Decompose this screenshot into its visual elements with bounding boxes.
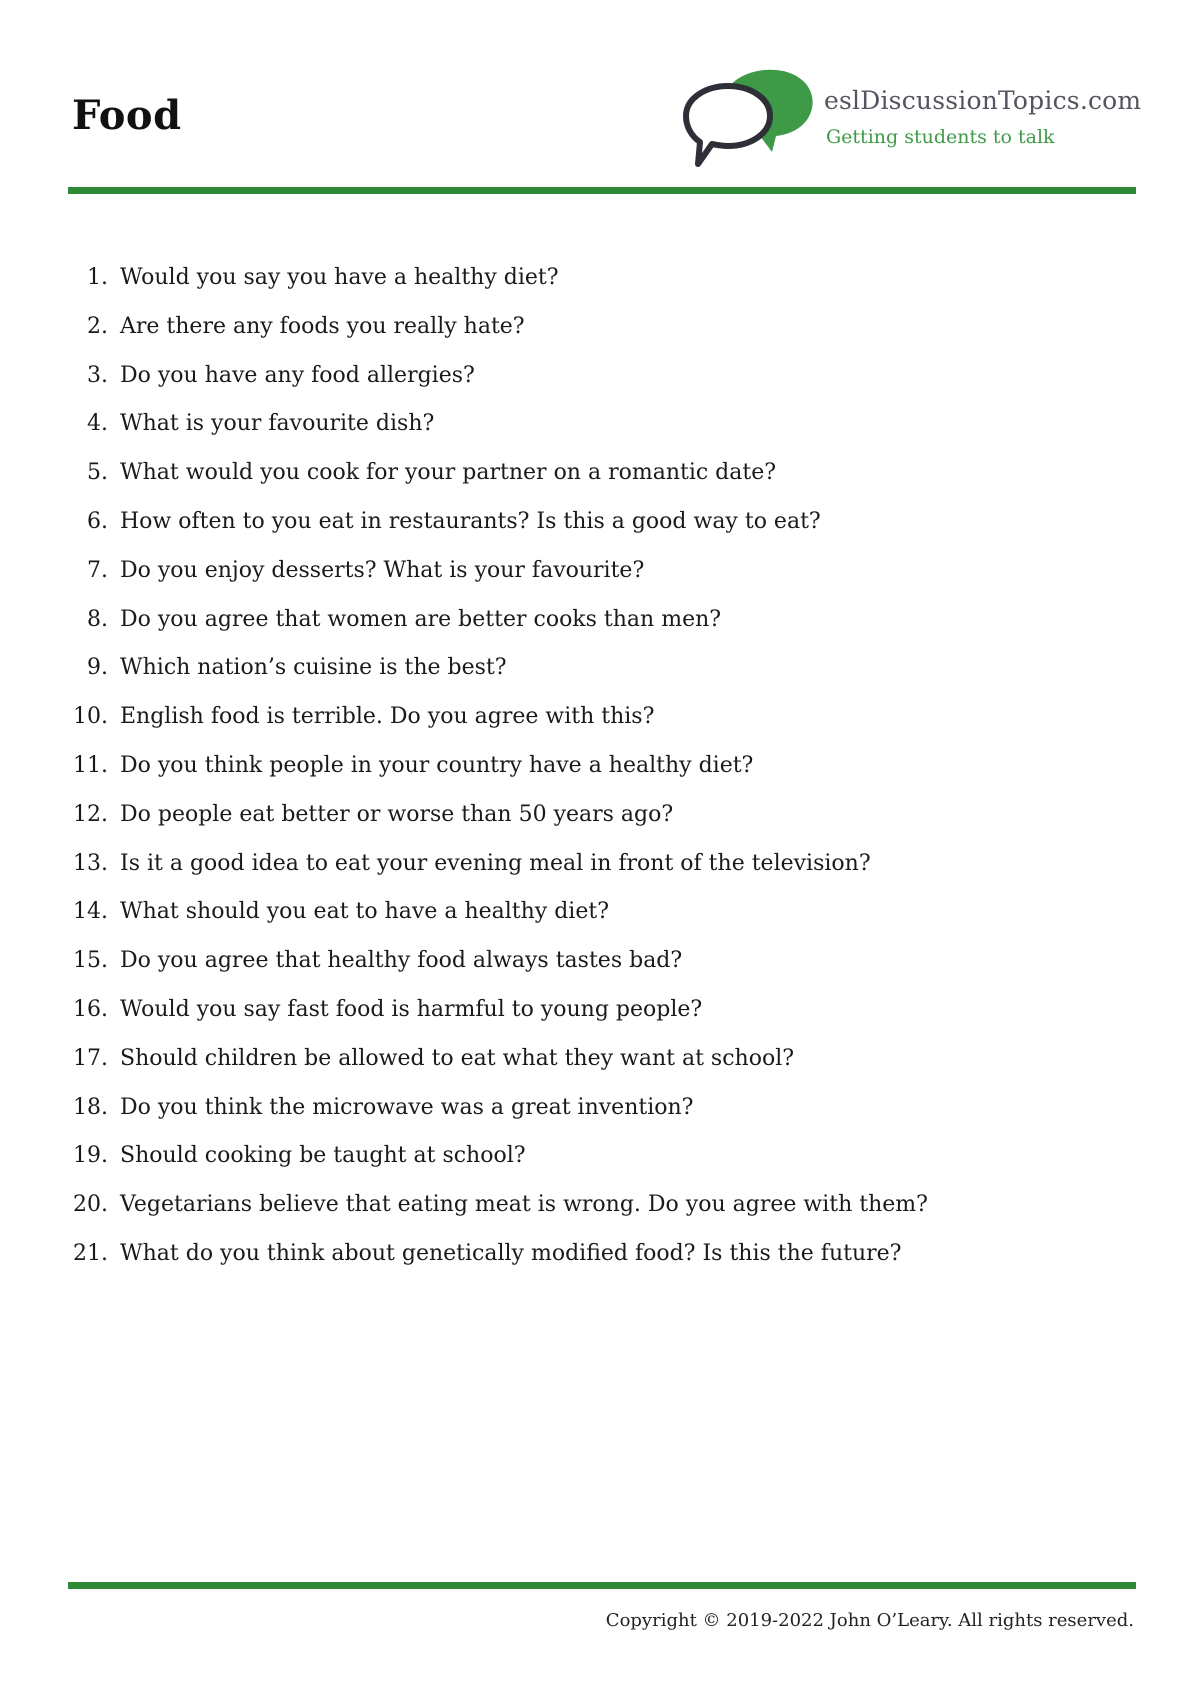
question-text: What should you eat to have a healthy diet? (120, 899, 609, 925)
question-number: 19. (73, 1143, 108, 1169)
question-text: What do you think about genetically modified food? Is this the future? (120, 1240, 902, 1266)
question-number: 16. (73, 996, 108, 1022)
speech-bubbles-icon (676, 64, 816, 174)
question-number: 2. (87, 313, 108, 339)
question-number: 9. (87, 655, 108, 681)
logo-tagline: Getting students to talk (826, 126, 1055, 148)
question-number: 7. (87, 557, 108, 583)
question-text: Do you have any food allergies? (120, 362, 475, 388)
question-text: Do you think people in your country have a healthy diet? (120, 752, 754, 778)
question-text: Would you say fast food is harmful to young people? (120, 996, 703, 1022)
question-number: 1. (87, 265, 108, 290)
question-number: 4. (87, 411, 108, 437)
question-text: English food is terrible. Do you agree with this? (120, 704, 655, 730)
question-number: 6. (87, 508, 108, 534)
question-text: Is it a good idea to eat your evening meal in front of the television? (120, 850, 871, 876)
page-title: Food (72, 92, 182, 139)
header-divider (68, 187, 1136, 194)
question-text: What is your favourite dish? (120, 411, 435, 437)
question-text: Do you agree that women are better cooks than men? (120, 606, 722, 632)
question-number: 5. (87, 460, 108, 486)
logo-site-name: eslDiscussionTopics.com (824, 86, 1142, 115)
question-number: 11. (73, 752, 108, 778)
question-number: 13. (73, 850, 108, 876)
question-text: What would you cook for your partner on a romantic date? (120, 460, 777, 486)
question-text: Do you agree that healthy food always tastes bad? (120, 948, 683, 974)
question-text: Should cooking be taught at school? (120, 1143, 526, 1169)
question-number: 17. (73, 1045, 108, 1071)
question-text: Should children be allowed to eat what they want at school? (120, 1045, 795, 1071)
question-number: 18. (73, 1094, 108, 1120)
copyright-notice: Copyright © 2019-2022 John O’Leary. All rights reserved. (605, 1610, 1134, 1631)
question-text: Which nation’s cuisine is the best? (120, 655, 507, 681)
question-text: Are there any foods you really hate? (120, 313, 525, 339)
question-text: Would you say you have a healthy diet? (120, 265, 559, 290)
footer-divider (68, 1582, 1136, 1589)
question-number: 15. (73, 948, 108, 974)
question-number: 14. (73, 899, 108, 925)
question-text: How often to you eat in restaurants? Is this a good way to eat? (120, 508, 821, 534)
question-text: Do you enjoy desserts? What is your favourite? (120, 557, 645, 583)
question-number: 8. (87, 606, 108, 632)
question-text: Do people eat better or worse than 50 years ago? (120, 801, 674, 827)
question-number: 10. (73, 704, 108, 730)
question-number: 20. (73, 1192, 108, 1218)
question-number: 12. (73, 801, 108, 827)
site-logo (676, 64, 1142, 184)
question-text: Do you think the microwave was a great invention? (120, 1094, 694, 1120)
question-number: 21. (73, 1240, 108, 1266)
question-number: 3. (87, 362, 108, 388)
question-text: Vegetarians believe that eating meat is wrong. Do you agree with them? (120, 1192, 928, 1218)
